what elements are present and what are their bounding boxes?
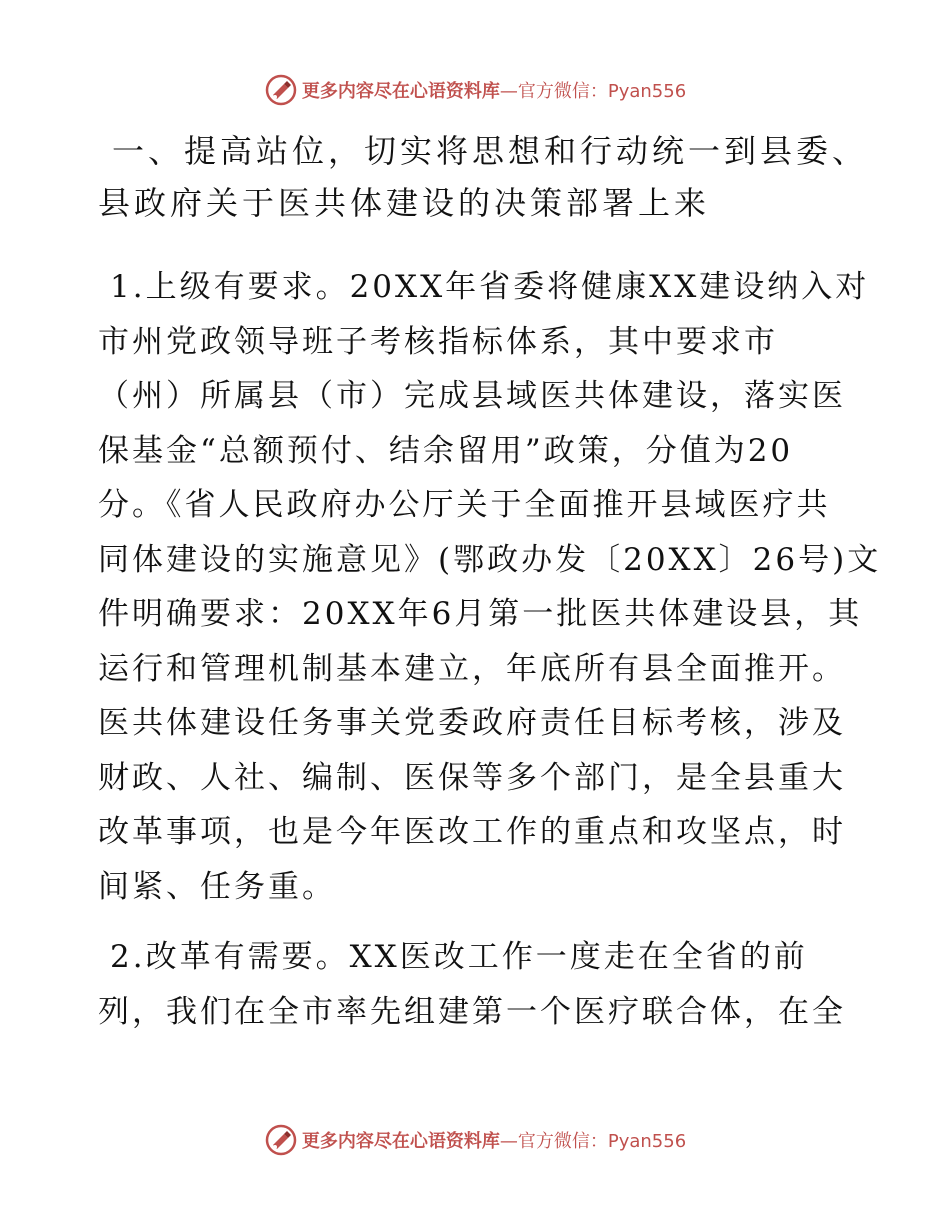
logo-icon — [264, 1123, 298, 1157]
banner-text: 更多内容尽在心语资料库—官方微信：Pyan556 — [301, 1131, 687, 1152]
document-body — [98, 125, 882, 1039]
text-line: 保基金“总额预付、结余留用”政策，分值为20 — [98, 432, 794, 469]
text-line: 列，我们在全市率先组建第一个医疗联合体，在全 — [98, 993, 846, 1030]
heading-line: 县政府关于医共体建设的决策部署上来 — [98, 184, 711, 222]
paragraph-1 — [98, 260, 882, 914]
text-line: 改革事项，也是今年医改工作的重点和攻坚点，时 — [98, 814, 846, 850]
header-watermark-banner — [0, 70, 950, 110]
text-line: 同体建设的实施意见》(鄂政办发〔20XX〕26号)文 — [98, 541, 882, 578]
banner-text: 更多内容尽在心语资料库—官方微信：Pyan556 — [301, 81, 687, 102]
logo-icon — [264, 73, 298, 107]
text-line: 1.上级有要求。20XX年省委将健康XX建设纳入对 — [110, 269, 870, 305]
text-line: 件明确要求：20XX年6月第一批医共体建设县，其 — [98, 596, 863, 632]
footer-watermark-banner — [0, 1120, 950, 1160]
text-line: 间紧、任务重。 — [98, 868, 336, 905]
text-line: 财政、人社、编制、医保等多个部门，是全县重大 — [98, 759, 846, 796]
text-line: 运行和管理机制基本建立，年底所有县全面推开。 — [98, 650, 846, 687]
text-line: 分。《省人民政府办公厅关于全面推开县域医疗共 — [98, 487, 831, 523]
section-heading — [98, 125, 878, 229]
text-line: 医共体建设任务事关党委政府责任目标考核，涉及 — [98, 705, 846, 741]
paragraph-2 — [98, 930, 878, 1039]
text-line: 市州党政领导班子考核指标体系，其中要求市 — [98, 323, 778, 360]
text-line: （州）所属县（市）完成县域医共体建设，落实医 — [98, 378, 846, 414]
text-line: 2.改革有需要。XX医改工作一度走在全省的前 — [110, 939, 808, 975]
heading-line: 一、提高站位，切实将思想和行动统一到县委、 — [112, 132, 869, 170]
